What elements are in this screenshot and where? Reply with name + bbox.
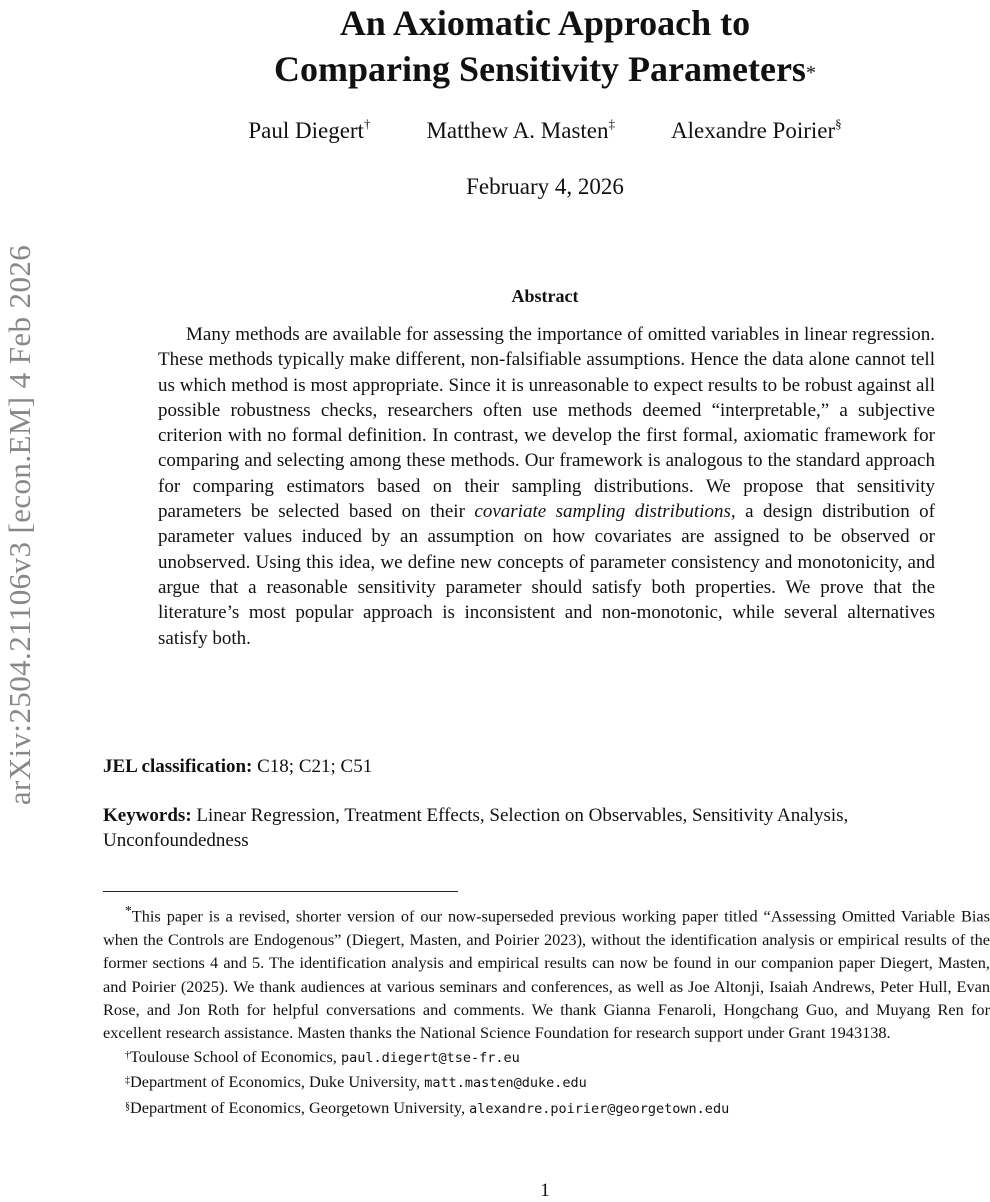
affiliation-footnote bbox=[103, 1070, 990, 1095]
affiliation-text: Toulouse School of Economics, bbox=[130, 1046, 341, 1066]
arxiv-identifier bbox=[0, 180, 40, 870]
author bbox=[671, 118, 842, 144]
author bbox=[248, 118, 370, 144]
author bbox=[426, 118, 615, 144]
title-line-2 bbox=[150, 46, 940, 92]
title-line-2-text: Comparing Sensitivity Parameters bbox=[274, 49, 806, 89]
footnotes bbox=[103, 899, 990, 1121]
keywords-label: Keywords: bbox=[103, 805, 192, 826]
paper-date: February 4, 2026 bbox=[466, 174, 624, 199]
author-name: Paul Diegert bbox=[248, 118, 364, 143]
paper-title bbox=[150, 0, 940, 92]
jel-label: JEL classification: bbox=[103, 756, 253, 777]
abstract-text-1: Many methods are available for assessing the importance of omitted variables in linear regression. These methods typically make different, non-falsifiable assumptions. Hence the data alone cannot tell us which method is most appropriate. Since it is unreasonable to expect results to be robust against all possible robustness checks, researchers often use methods deemed “interpretable,” a subjective criterion with no formal definition. In contrast, we develop the first formal, axiomatic framework for comparing and selecting among these methods. Our framework is analogous to the standard approach for comparing estimators based on their sampling distributions. We propose that sensitivity parameters be selected based on their bbox=[158, 324, 935, 523]
author-name: Matthew A. Masten bbox=[426, 118, 609, 143]
title-footnote bbox=[103, 899, 990, 1045]
abstract-text-2: , a design distribution of parameter values induced by an assumption on how covariates are assigned to be observed or unobserved. Using this idea, we define new concepts of parameter consistency and monotonicity, and argue that a reasonable sensitivity parameter should satisfy both properties. We prove that the literature’s most popular approach is inconsistent and non-monotonic, while several alternatives satisfy both. bbox=[158, 501, 935, 649]
author-email: matt.masten@duke.edu bbox=[424, 1075, 587, 1092]
title-footnote-text: This paper is a revised, shorter version of our now-superseded previous working paper titled “Assessing Omitted Variable Bias when the Controls are Endogenous” (Diegert, Masten, and Poirier 2023), without the identification analysis or empirical results of the former sections 4 and 5. The identification analysis and empirical results can now be found in our companion paper Diegert, Masten, and Poirier (2025). We thank audiences at various seminars and conferences, as well as Joe Altonji, Isaiah Andrews, Peter Hull, Evan Rose, and Jon Roth for helpful conversations and comments. We thank Gianna Fenaroli, Hongchang Guo, and Muyang Ren for excellent research assistance. Masten thanks the National Science Foundation for research support under Grant 1943138. bbox=[103, 906, 990, 1043]
footnote-divider bbox=[103, 891, 458, 892]
author-mark: † bbox=[363, 116, 371, 131]
footnote-mark: † bbox=[125, 1049, 130, 1061]
jel-classification bbox=[103, 756, 938, 778]
footnote-mark: § bbox=[125, 1100, 130, 1112]
author-mark: ‡ bbox=[608, 116, 616, 131]
abstract-heading: Abstract bbox=[511, 286, 579, 306]
abstract-body bbox=[158, 322, 935, 651]
keywords-value: Linear Regression, Treatment Effects, Selection on Observables, Sensitivity Analysis, Unconfoundedness bbox=[103, 805, 849, 851]
author-email: paul.diegert@tse-fr.eu bbox=[340, 1049, 520, 1066]
keywords bbox=[103, 803, 990, 853]
jel-value: C18; C21; C51 bbox=[257, 756, 373, 777]
title-line-1: An Axiomatic Approach to bbox=[339, 3, 751, 43]
page-number: 1 bbox=[540, 1180, 550, 1201]
author-list bbox=[150, 118, 940, 144]
author-email: alexandre.poirier@georgetown.edu bbox=[469, 1100, 730, 1117]
abstract-emphasis: covariate sampling distributions bbox=[474, 501, 731, 523]
affiliation-footnote bbox=[103, 1045, 990, 1070]
affiliation-footnote bbox=[103, 1096, 990, 1121]
affiliation-text: Department of Economics, Georgetown University, bbox=[130, 1097, 470, 1117]
footnote-mark: ‡ bbox=[125, 1075, 130, 1087]
affiliation-text: Department of Economics, Duke University, bbox=[130, 1072, 425, 1092]
author-name: Alexandre Poirier bbox=[671, 118, 836, 143]
title-footnote-mark: * bbox=[805, 62, 816, 84]
footnote-mark: * bbox=[125, 903, 132, 918]
author-mark: § bbox=[835, 116, 842, 131]
arxiv-identifier-text: arXiv:2504.21106v3 [econ.EM] 4 Feb 2026 bbox=[2, 244, 37, 806]
